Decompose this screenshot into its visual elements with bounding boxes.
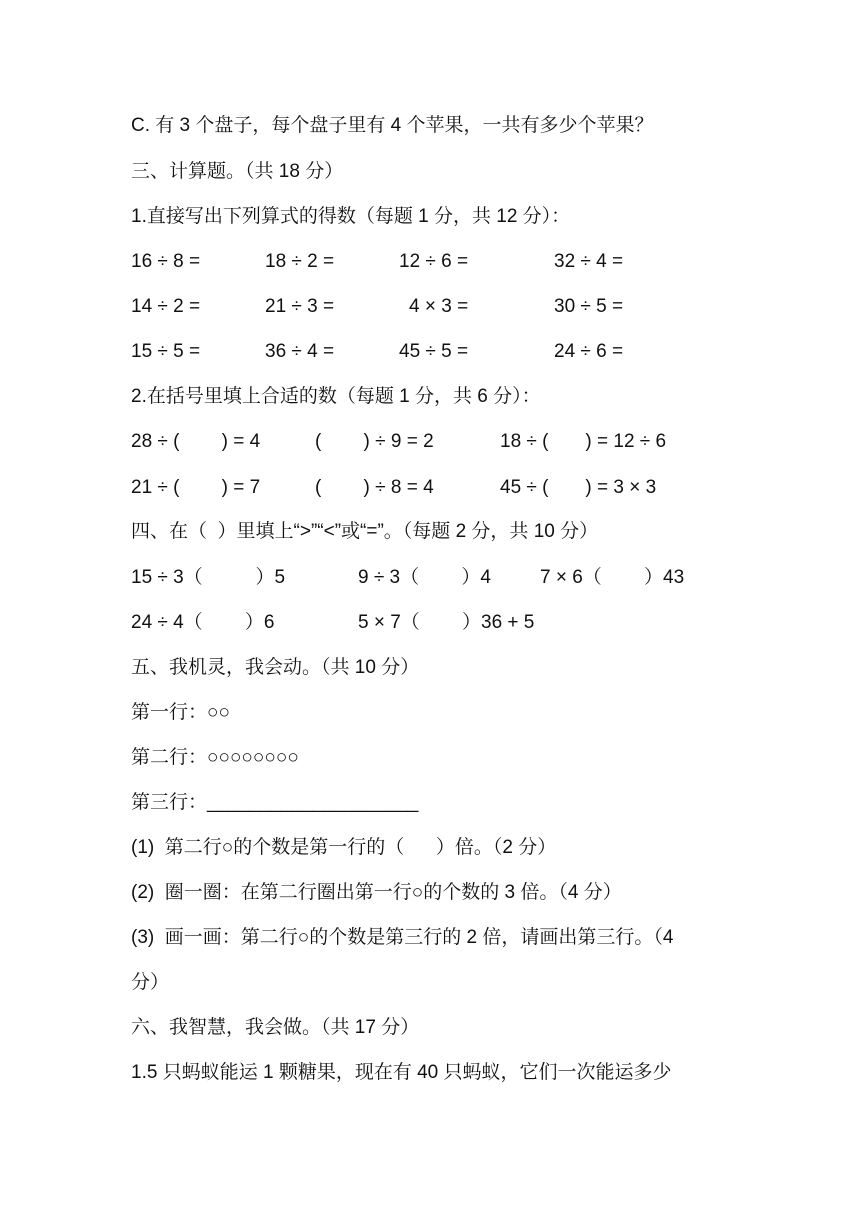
- fill-in-item: 21 ÷ ( ) = 7: [131, 477, 261, 498]
- calc-item: 30 ÷ 5 =: [554, 296, 624, 317]
- question-c: C. 有 3 个盘子，每个盘子里有 4 个苹果，一共有多少个苹果？: [131, 115, 654, 136]
- calc-item: 32 ÷ 4 =: [554, 251, 624, 272]
- calc-item: 21 ÷ 3 =: [265, 296, 335, 317]
- section-3-title: 三、计算题。（共 18 分）: [131, 161, 344, 182]
- calc-item: 15 ÷ 5 =: [131, 341, 201, 362]
- section-5-q3-continued: 分）: [131, 972, 170, 993]
- fill-in-item: 18 ÷ ( ) = 12 ÷ 6: [500, 431, 667, 452]
- calc-item: 18 ÷ 2 =: [265, 251, 335, 272]
- section-6-title: 六、我智慧，我会做。（共 17 分）: [131, 1017, 420, 1038]
- fill-in-item: ( ) ÷ 8 = 4: [315, 477, 434, 498]
- calc-item: 14 ÷ 2 =: [131, 296, 201, 317]
- compare-item: 5 × 7（ ）36 + 5: [358, 612, 535, 633]
- row-3-blank: 第三行：____________________: [131, 792, 419, 813]
- calc-item: 16 ÷ 8 =: [131, 251, 201, 272]
- section-5-q2: (2) 圈一圈：在第二行圈出第一行○的个数的 3 倍。（4 分）: [131, 882, 622, 903]
- section-5-q1: (1) 第二行○的个数是第一行的（ ）倍。（2 分）: [131, 837, 557, 858]
- compare-item: 7 × 6（ ）43: [540, 567, 685, 588]
- calc-item: 4 × 3 =: [409, 296, 469, 317]
- calc-item: 36 ÷ 4 =: [265, 341, 335, 362]
- section-5-q3: (3) 画一画：第二行○的个数是第三行的 2 倍，请画出第三行。（4: [131, 927, 674, 948]
- compare-item: 24 ÷ 4（ ）6: [131, 612, 275, 633]
- section-3-q2-title: 2.在括号里填上合适的数（每题 1 分，共 6 分）：: [131, 386, 541, 407]
- section-3-q1-title: 1.直接写出下列算式的得数（每题 1 分，共 12 分）：: [131, 206, 571, 227]
- fill-in-item: 45 ÷ ( ) = 3 × 3: [500, 477, 657, 498]
- section-6-q1: 1.5 只蚂蚁能运 1 颗糖果，现在有 40 只蚂蚁，它们一次能运多少: [131, 1062, 672, 1083]
- section-5-title: 五、我机灵，我会动。（共 10 分）: [131, 657, 420, 678]
- compare-item: 9 ÷ 3（ ）4: [358, 567, 491, 588]
- section-4-title: 四、在（ ）里填上“>”“<”或“=”。（每题 2 分，共 10 分）: [131, 521, 599, 542]
- calc-item: 24 ÷ 6 =: [554, 341, 624, 362]
- row-2-circles: 第二行：○○○○○○○○: [131, 747, 299, 768]
- fill-in-item: 28 ÷ ( ) = 4: [131, 431, 261, 452]
- fill-in-item: ( ) ÷ 9 = 2: [315, 431, 434, 452]
- calc-item: 45 ÷ 5 =: [399, 341, 469, 362]
- calc-item: 12 ÷ 6 =: [399, 251, 469, 272]
- compare-item: 15 ÷ 3（ ）5: [131, 567, 286, 588]
- row-1-circles: 第一行：○○: [131, 702, 230, 723]
